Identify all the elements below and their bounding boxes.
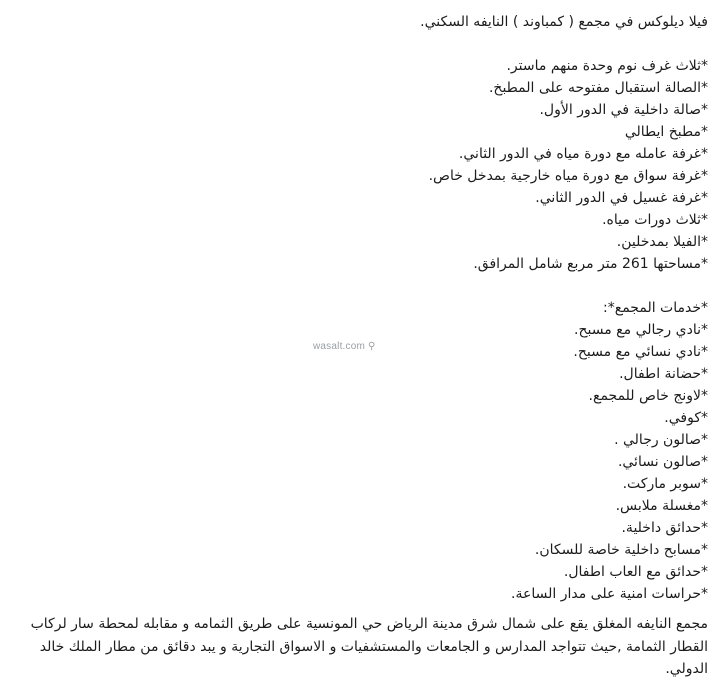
service-item: *صالون نسائي. — [617, 454, 708, 470]
features-list — [14, 55, 708, 275]
location-paragraph: مجمع النايفه المغلق يقع على شمال شرق مدينة الرياض حي المونسية على طريق الثمامه و مقابله لمحطة سار لركاب القطار الثمامة ,حيث تتواجد المدارس و الجامعات والمستشفيات و الاسواق التجارية و يبد دقائق من مطار الملك خالد الدولي. — [30, 616, 708, 677]
feature-item: *غرفة عامله مع دورة مياه في الدور الثاني. — [458, 146, 708, 162]
service-item: *لاونج خاص للمجمع. — [588, 388, 708, 404]
service-item: *كوفي. — [664, 410, 708, 426]
service-item: *صالون رجالي . — [614, 432, 708, 448]
feature-item: *مساحتها 261 متر مربع شامل المرافق. — [473, 256, 708, 272]
watermark-text: wasalt.com — [313, 341, 366, 352]
feature-item: *ثلاث غرف نوم وحدة منهم ماستر. — [506, 58, 708, 74]
feature-item: *الفيلا بمدخلين. — [616, 234, 708, 250]
listing-title: فيلا ديلوكس في مجمع ( كمباوند ) النايفه السكني. — [420, 14, 708, 30]
service-item: *نادي نسائي مع مسبح. — [573, 344, 708, 360]
service-item: *نادي رجالي مع مسبح. — [574, 322, 708, 338]
spacer — [14, 275, 708, 297]
location-pin-icon: ⚲ — [368, 341, 376, 352]
feature-item: *الصالة استقبال مفتوحه على المطبخ. — [488, 80, 708, 96]
feature-item: *مطبخ ايطالي — [624, 124, 708, 140]
feature-item: *ثلاث دورات مياه. — [602, 212, 708, 228]
feature-item: *غرفة سواق مع دورة مياه خارجية بمدخل خاص. — [428, 168, 708, 184]
feature-item: *صالة داخلية في الدور الأول. — [539, 102, 708, 118]
spacer — [14, 33, 708, 55]
service-item: *حدائق داخلية. — [621, 520, 708, 536]
service-item: *حضانة اطفال. — [619, 366, 708, 382]
feature-item: *غرفة غسيل في الدور الثاني. — [535, 190, 708, 206]
watermark — [313, 341, 376, 352]
service-item: *حدائق مع العاب اطفال. — [563, 564, 708, 580]
service-item: *سوبر ماركت. — [622, 476, 708, 492]
service-item: *مسابح داخلية خاصة للسكان. — [534, 542, 708, 558]
services-heading: *خدمات المجمع*: — [603, 300, 708, 316]
service-item: *حراسات امنية على مدار الساعة. — [511, 586, 708, 602]
service-item: *مغسلة ملابس. — [615, 498, 708, 514]
services-list — [14, 319, 708, 605]
